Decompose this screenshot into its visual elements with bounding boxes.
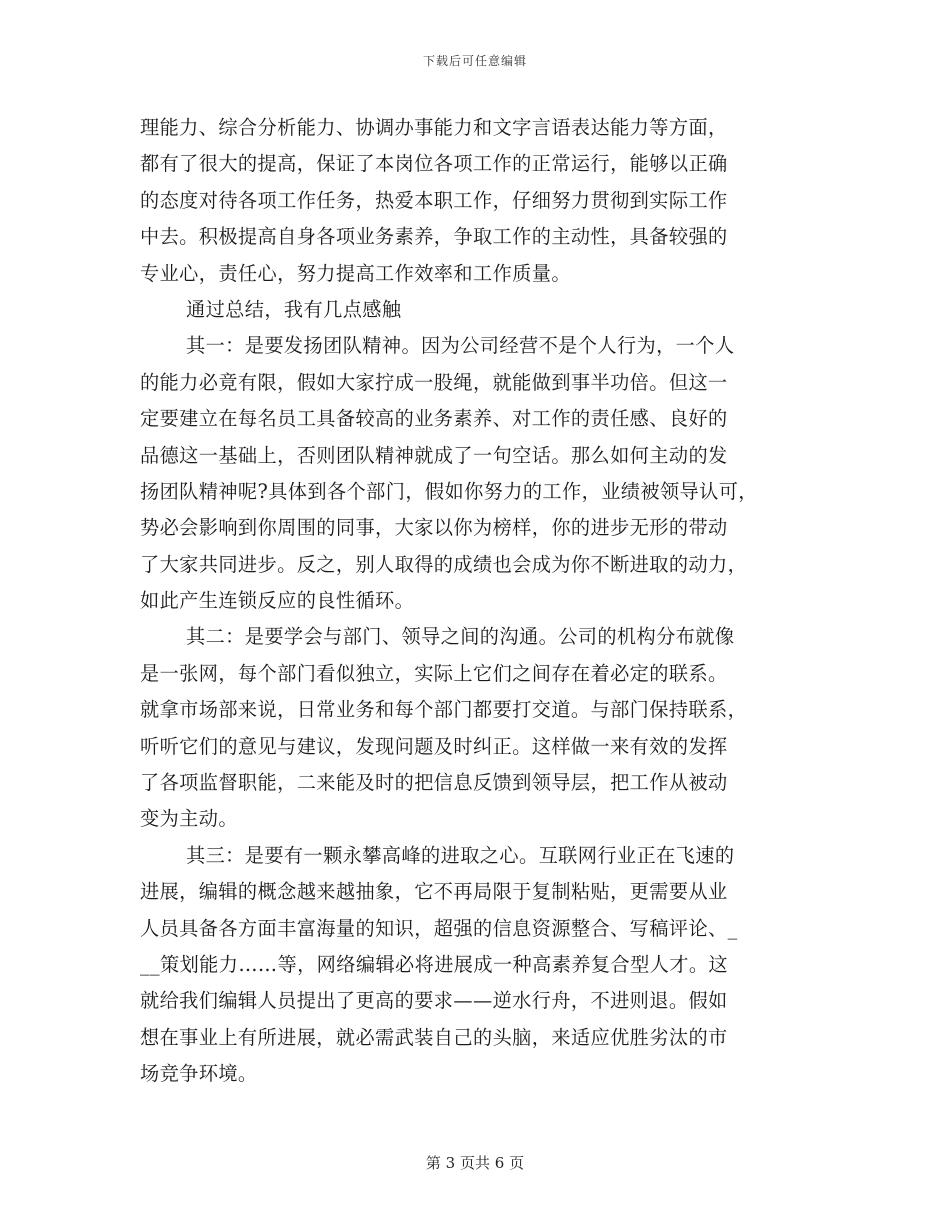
- text-line: 听听它们的意见与建议，发现问题及时纠正。这样做一来有效的发挥: [140, 734, 728, 758]
- text-line: 定要建立在每名员工具备较高的业务素养、对工作的责任感、良好的: [140, 407, 728, 431]
- text-line: 想在事业上有所进展，就必需武装自己的头脑，来适应优胜劣汰的市: [140, 1025, 728, 1049]
- text-line: 中去。积极提高自身各项业务素养，争取工作的主动性，具备较强的: [140, 225, 728, 249]
- text-line: 了各项监督职能，二来能及时的把信息反馈到领导层，把工作从被动: [140, 771, 728, 795]
- page-header: 下载后可任意编辑: [422, 54, 527, 68]
- text-line: 专业心，责任心，努力提高工作效率和工作质量。: [140, 261, 571, 285]
- text-line: 通过总结，我有几点感触: [186, 297, 402, 321]
- text-line: 理能力、综合分析能力、协调办事能力和文字言语表达能力等方面，: [140, 116, 728, 139]
- text-line: 场竞争环境。: [140, 1062, 258, 1086]
- text-line: 其三：是要有一颗永攀高峰的进取之心。互联网行业正在飞速的: [186, 843, 735, 867]
- text-line: 扬团队精神呢?具体到各个部门，假如你努力的工作，业绩被领导认可，: [140, 479, 758, 503]
- document-body: [140, 110, 820, 1093]
- text-line: 都有了很大的提高，保证了本岗位各项工作的正常运行，能够以正确: [140, 152, 728, 176]
- text-line: 的态度对待各项工作任务，热爱本职工作，仔细努力贯彻到实际工作: [140, 188, 728, 212]
- text-line: 变为主动。: [140, 807, 238, 831]
- text-line: 势必会影响到你周围的同事，大家以你为榜样，你的进步无形的带动: [140, 516, 728, 540]
- text-line: 就拿市场部来说，日常业务和每个部门都要打交道。与部门保持联系，: [140, 698, 748, 722]
- text-line: 进展，编辑的概念越来越抽象，它不再局限于复制粘贴，更需要从业: [140, 880, 728, 904]
- text-line: 如此产生连锁反应的良性循环。: [140, 589, 415, 613]
- text-line: 其二：是要学会与部门、领导之间的沟通。公司的机构分布就像: [186, 625, 735, 649]
- page-footer: 第 3 页共 6 页: [425, 1154, 525, 1172]
- text-line: 的能力必竟有限，假如大家拧成一股绳，就能做到事半功倍。但这一: [140, 370, 728, 394]
- text-line: 了大家共同进步。反之，别人取得的成绩也会成为你不断进取的动力，: [140, 552, 748, 576]
- text-line: 人员具备各方面丰富海量的知识，超强的信息资源整合、写稿评论、_: [140, 916, 738, 940]
- text-line: __策划能力……等，网络编辑必将进展成一种高素养复合型人才。这: [140, 952, 729, 976]
- text-line: 其一：是要发扬团队精神。因为公司经营不是个人行为，一个人: [186, 334, 735, 358]
- text-line: 是一张网，每个部门看似独立，实际上它们之间存在着必定的联系。: [140, 661, 728, 685]
- text-line: 就给我们编辑人员提出了更高的要求——逆水行舟，不进则退。假如: [140, 989, 728, 1013]
- text-line: 品德这一基础上，否则团队精神就成了一句空话。那么如何主动的发: [140, 443, 728, 467]
